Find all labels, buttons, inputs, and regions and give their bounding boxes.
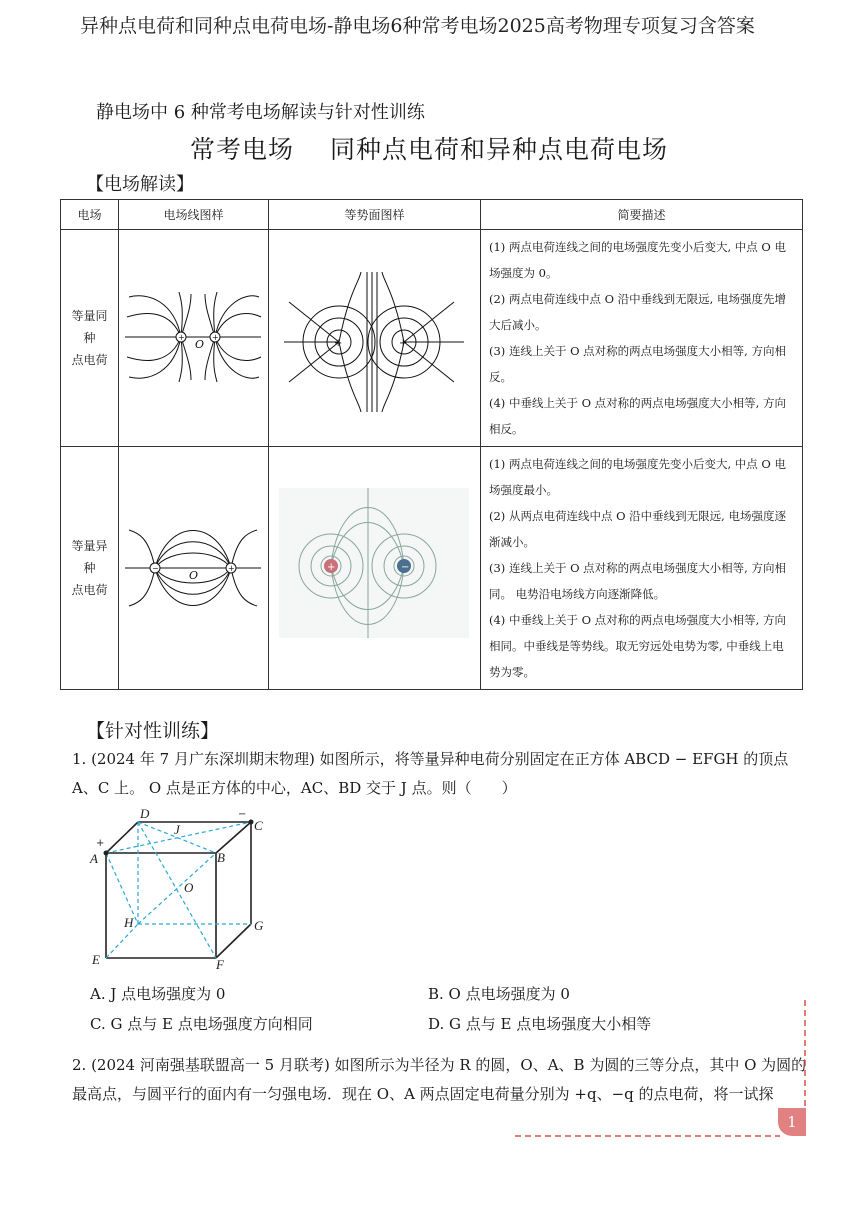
section-training-heading: 【针对性训练】 — [86, 720, 220, 742]
question-2-text: 2. (2024 河南强基联盟高一 5 月联考) 如图所示为半径为 R 的圆，O、A、B 为圆的三等分点，其中 O 为圆的最高点，与圆平行的面内有一匀强电场．现在 O、A 两点固定电荷量分别为 +q、−q 的点电荷，将一试探 — [72, 1056, 807, 1103]
option-b[interactable]: B. O 点电场强度为 0 — [428, 985, 570, 1003]
option-d[interactable]: D. G 点与 E 点电场强度大小相等 — [428, 1015, 652, 1033]
table-row — [61, 447, 803, 690]
main-title — [190, 130, 668, 166]
svg-text:−: − — [152, 563, 159, 573]
option-c[interactable]: C. G 点与 E 点电场强度方向相同 — [90, 1015, 313, 1033]
header-field: 电场 — [61, 200, 119, 230]
cube-figure — [86, 806, 276, 976]
question-1-text: 1. (2024 年 7 月广东深圳期末物理) 如图所示，将等量异种电荷分别固定在正方体 ABCD − EFGH 的顶点 A、C 上。 O 点是正方体的中心，AC、BD 交于 J 点。则（ ） — [72, 750, 789, 797]
svg-text:+: + — [334, 337, 343, 349]
label-h: H — [124, 915, 134, 930]
label-g: G — [254, 918, 264, 933]
page-number: 1 — [778, 1108, 806, 1136]
field-lines-figure-like — [119, 230, 269, 447]
table-row — [61, 230, 803, 447]
label-c: C — [254, 818, 263, 833]
label-f: F — [216, 957, 224, 972]
svg-text:+: + — [212, 332, 219, 342]
svg-text:+: + — [178, 332, 185, 342]
option-a[interactable]: A. J 点电场强度为 0 — [90, 985, 226, 1003]
table-header-row — [61, 200, 803, 230]
svg-text:+: + — [327, 561, 336, 573]
label-e: E — [92, 952, 100, 967]
field-table — [60, 199, 803, 690]
main-title-left: 常考电场 — [190, 135, 295, 164]
label-j: J — [174, 822, 180, 837]
header-equipotential: 等势面图样 — [269, 200, 481, 230]
plus-sign: + — [96, 838, 105, 849]
svg-text:+: + — [399, 337, 408, 349]
row-name: 等量同 种 点电荷 — [61, 230, 119, 447]
equipotential-figure-unlike — [269, 447, 481, 690]
svg-text:O: O — [189, 568, 199, 582]
header-description: 简要描述 — [481, 200, 803, 230]
row-description: (1) 两点电荷连线之间的电场强度先变小后变大, 中点 O 电场强度为 0。 (2) 两点电荷连线中点 O 沿中垂线到无限远, 电场强度先增大后减小。 (3) 连线上关于 O 点对称的两点电场强度大小相等, 方向相反。 (4) 中垂线上关于 O 点对称的两点电场强度大小相等, 方向相反。 — [481, 230, 803, 447]
main-title-right: 同种点电荷和异种点电荷电场 — [330, 135, 669, 164]
svg-text:O: O — [195, 337, 205, 351]
page-corner-decoration — [510, 1000, 810, 1140]
field-lines-figure-unlike — [119, 447, 269, 690]
label-o: O — [184, 880, 194, 895]
row-description: (1) 两点电荷连线之间的电场强度先变小后变大, 中点 O 电场强度最小。 (2) 从两点电荷连线中点 O 沿中垂线到无限远, 电场强度逐渐减小。 (3) 连线上关于 O 点对称的两点电场强度大小相等, 方向相同。 电势沿电场线方向逐渐降低。 (4) 中垂线上关于 O 点对称的两点电场强度大小相等, 方向相同。中垂线是等势线。取无穷远处电势为零, 中垂线上电势为零。 — [481, 447, 803, 690]
equipotential-figure-like — [269, 230, 481, 447]
sub-title: 静电场中 6 种常考电场解读与针对性训练 — [96, 102, 425, 123]
label-b: B — [217, 850, 225, 865]
svg-text:−: − — [401, 561, 410, 573]
document-title: 异种点电荷和同种点电荷电场-静电场6种常考电场2025高考物理专项复习含答案 — [80, 15, 755, 37]
row-name: 等量异 种 点电荷 — [61, 447, 119, 690]
section-reading-heading: 【电场解读】 — [86, 174, 194, 195]
minus-sign: − — [238, 809, 247, 820]
label-d: D — [140, 806, 150, 821]
header-field-lines: 电场线图样 — [119, 200, 269, 230]
label-a: A — [90, 851, 98, 866]
svg-text:+: + — [228, 563, 235, 573]
